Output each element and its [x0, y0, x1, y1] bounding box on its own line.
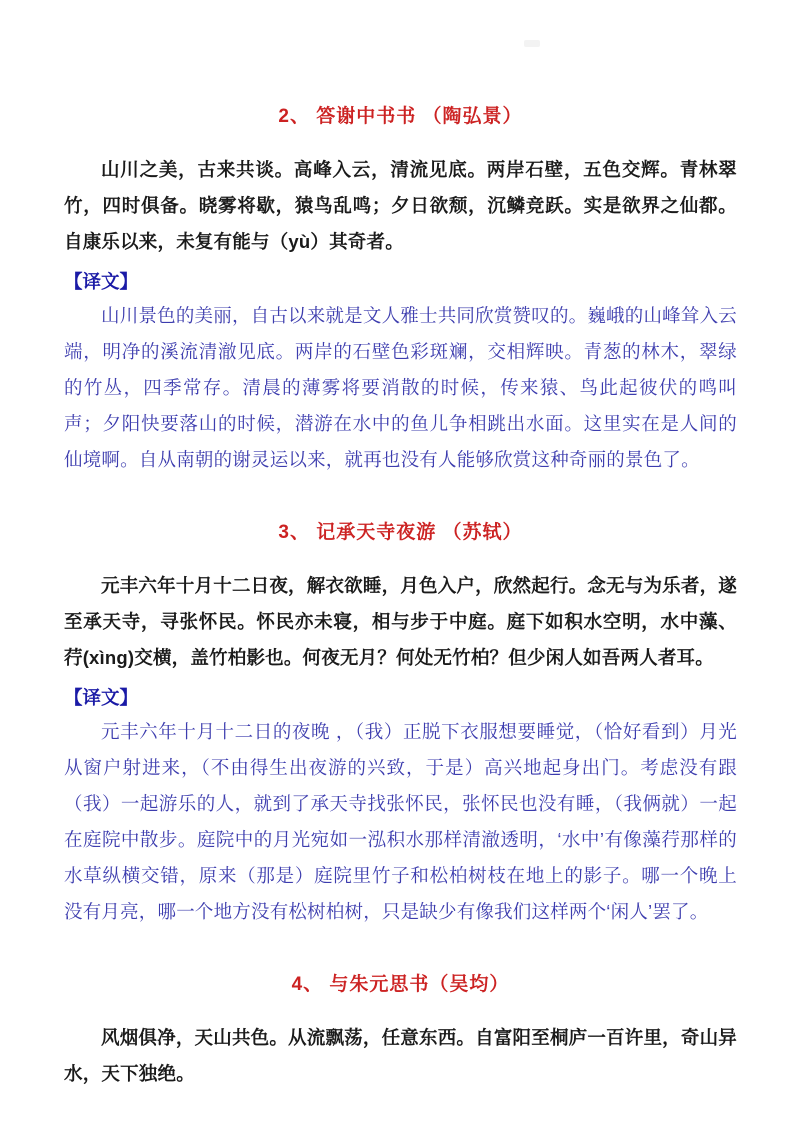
scan-artifact-mark [524, 40, 540, 47]
passage-heading-2: 2、 答谢中书书 （陶弘景） [278, 106, 523, 127]
original-text-2: 山川之美，古来共谈。高峰入云，清流见底。两岸石壁，五色交辉。青林翠竹，四时俱备。晓雾将歇，猿鸟乱鸣；夕日欲颓，沉鳞竞跃。实是欲界之仙都。自康乐以来，未复有能与（yù）其奇者。 [64, 159, 737, 252]
passage-section-2 [64, 104, 737, 478]
original-text-4: 风烟俱净，天山共色。从流飘荡，任意东西。自富阳至桐庐一百许里，奇山异水，天下独绝。 [64, 1027, 737, 1084]
translation-label-2: 【译文】 [64, 271, 139, 292]
passage-section-4 [64, 972, 737, 1092]
passage-section-3 [64, 520, 737, 930]
passage-heading-3: 3、 记承天寺夜游 （苏轼） [278, 522, 523, 543]
translation-text-3: 元丰六年十月十二日的夜晚 ，（我）正脱下衣服想要睡觉，（恰好看到）月光从窗户射进来，（不由得生出夜游的兴致，于是）高兴地起身出门。考虑没有跟（我）一起游乐的人，就到了承天寺找张怀民，张怀民也没有睡，（我俩就）一起在庭院中散步。庭院中的月光宛如一泓积水那样清澈透明，‘水中’有像藻荇那样的水草纵横交错，原来（那是）庭院里竹子和松柏树枝在地上的影子。哪一个晚上没有月亮，哪一个地方没有松树柏树，只是缺少有像我们这样两个‘闲人’罢了。 [64, 721, 737, 922]
passage-heading-4: 4、 与朱元思书（吴均） [291, 974, 510, 995]
original-text-3: 元丰六年十月十二日夜，解衣欲睡，月色入户，欣然起行。念无与为乐者，遂至承天寺，寻张怀民。怀民亦未寝，相与步于中庭。庭下如积水空明，水中藻、荇(xìng)交横，盖竹柏影也。何夜无月？何处无竹柏？但少闲人如吾两人者耳。 [64, 575, 737, 668]
translation-label-3: 【译文】 [64, 687, 139, 708]
translation-text-2: 山川景色的美丽，自古以来就是文人雅士共同欣赏赞叹的。巍峨的山峰耸入云端，明净的溪流清澈见底。两岸的石壁色彩斑斓，交相辉映。青葱的林木，翠绿的竹丛，四季常存。清晨的薄雾将要消散的时候，传来猿、鸟此起彼伏的鸣叫声；夕阳快要落山的时候，潜游在水中的鱼儿争相跳出水面。这里实在是人间的仙境啊。自从南朝的谢灵运以来，就再也没有人能够欣赏这种奇丽的景色了。 [64, 305, 737, 470]
